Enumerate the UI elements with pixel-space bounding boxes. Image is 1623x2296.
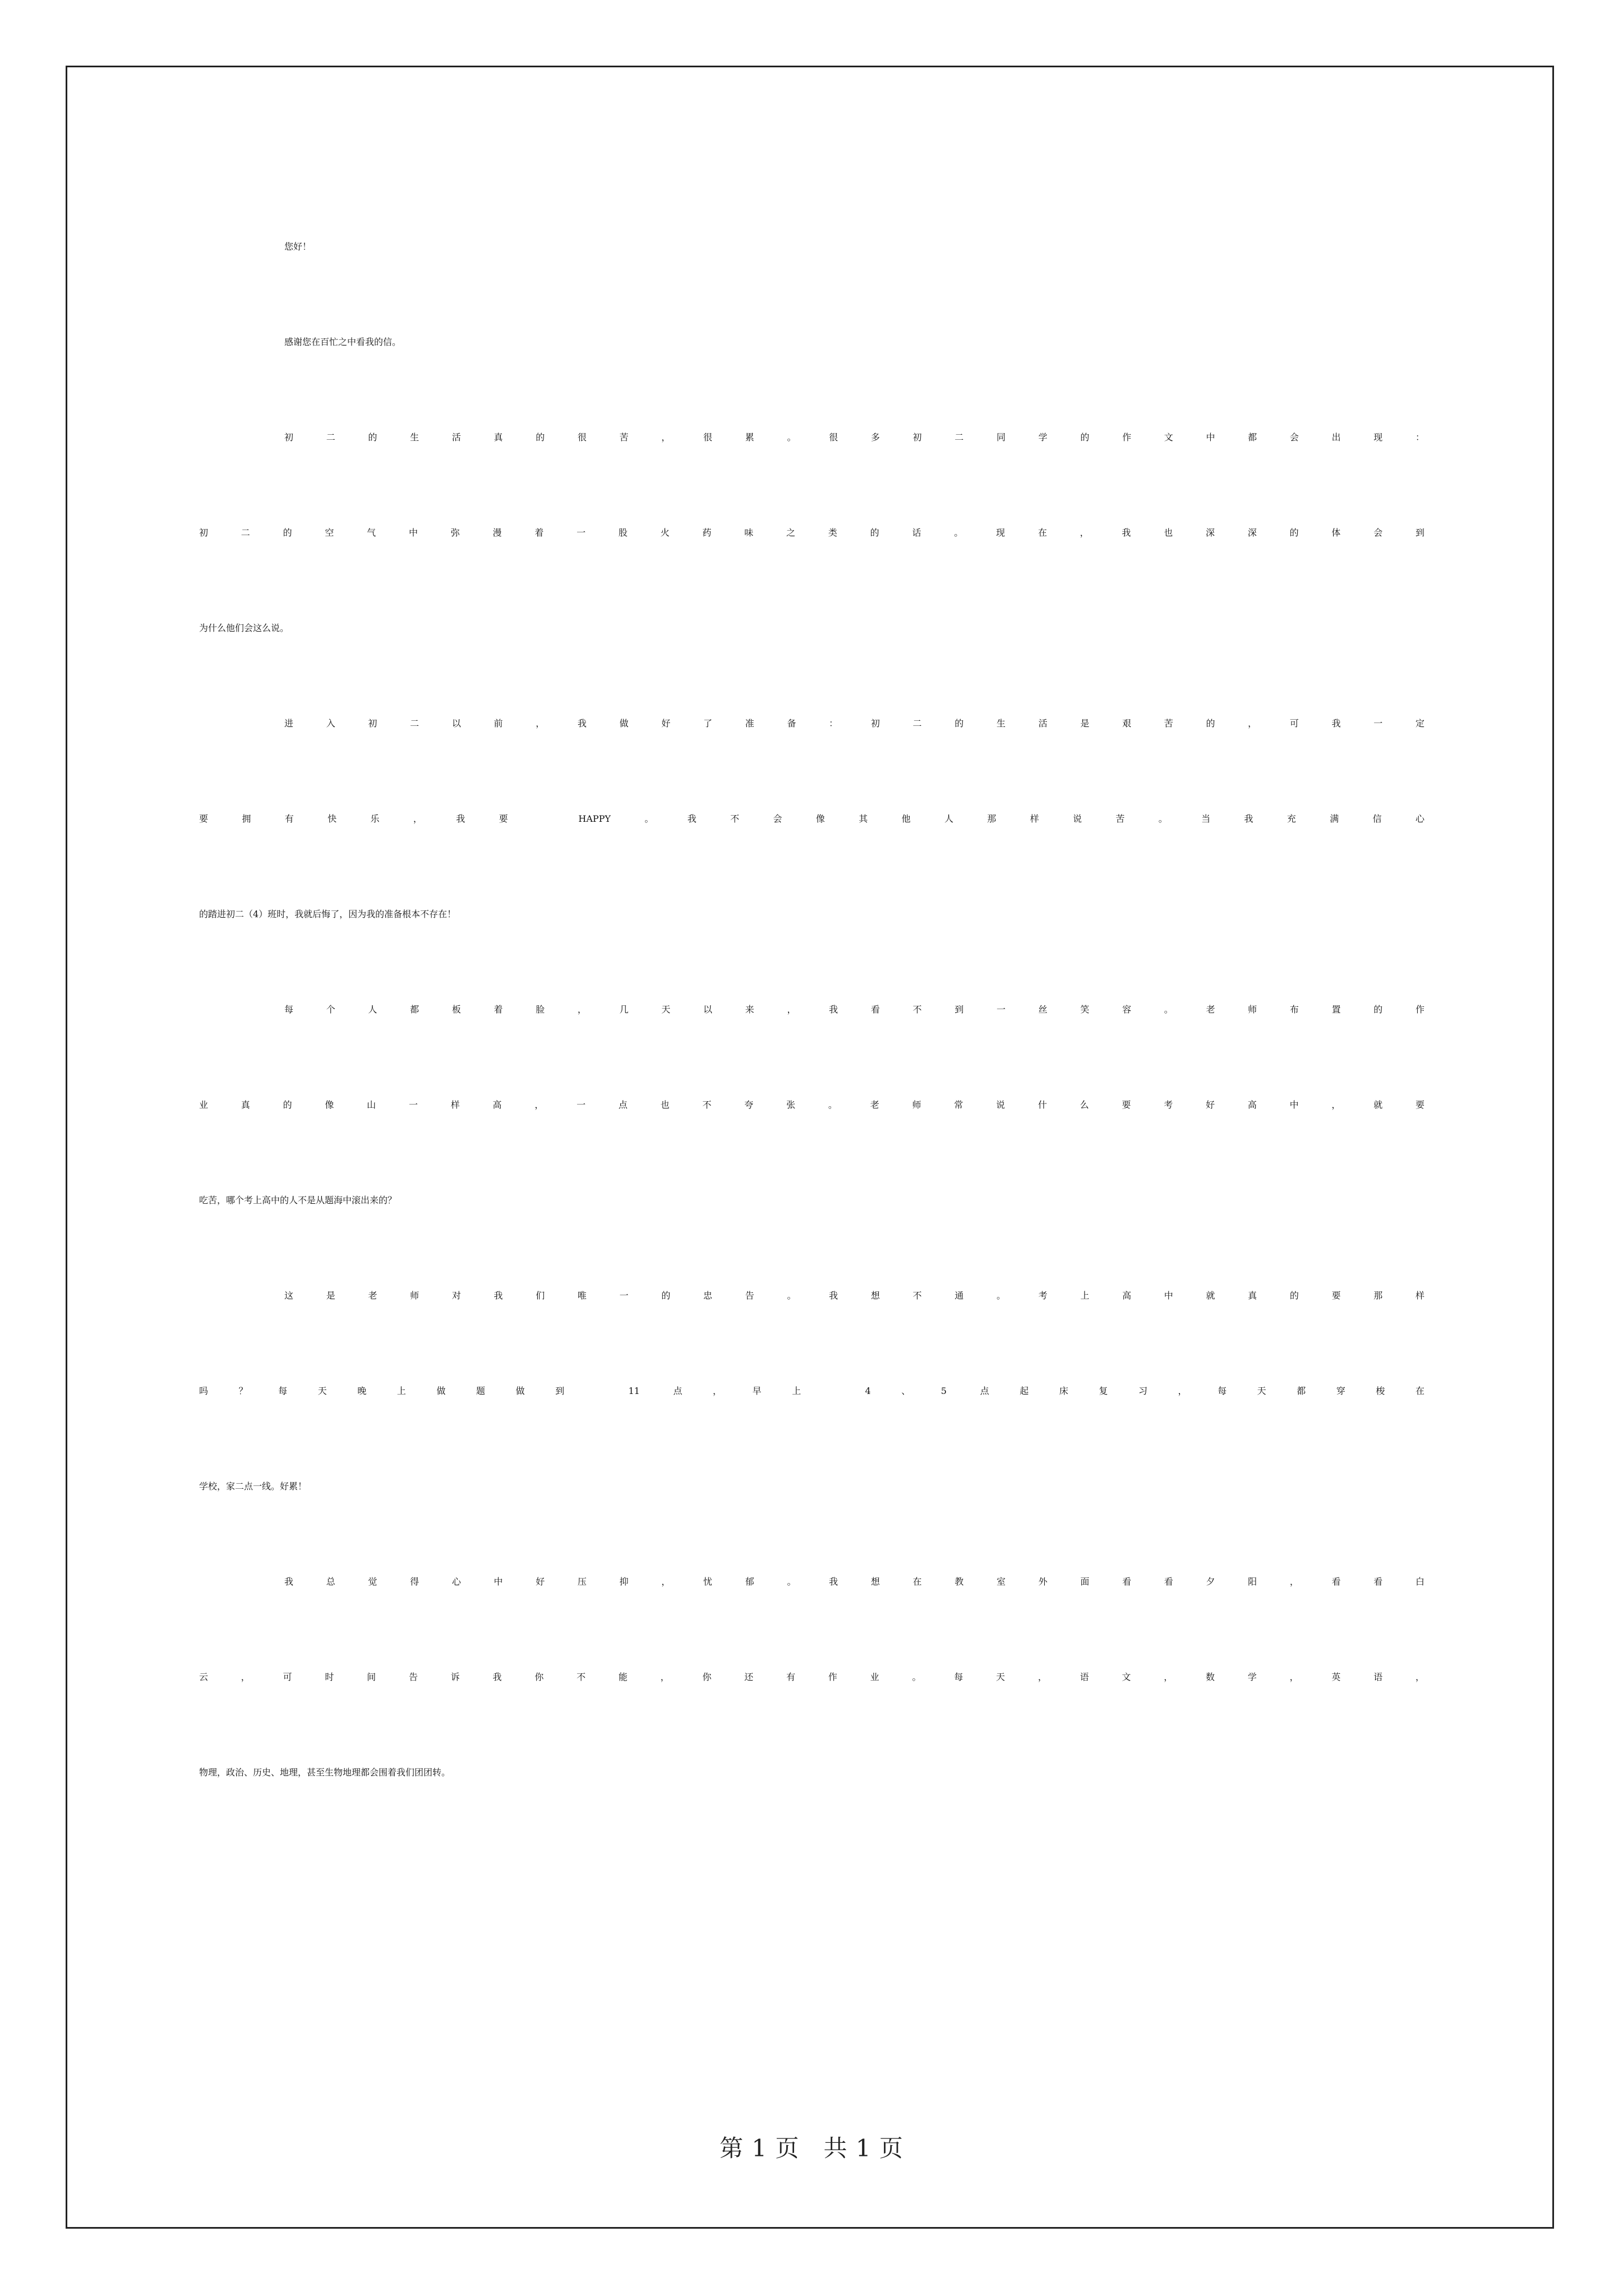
- page-number-footer: 第 1 页 共 1 页: [720, 2134, 903, 2162]
- paragraph-line: 业真的像山一样高，一点也不夸张。老师常说什么要考好高中，就要: [199, 1099, 1424, 1110]
- paragraph-line: 的踏进初二（4）班时，我就后悔了，因为我的准备根本不存在！: [199, 909, 457, 919]
- paragraph-line: 感谢您在百忙之中看我的信。: [284, 337, 402, 347]
- paragraph-line: 您好！: [284, 241, 312, 252]
- paragraph-line: 为什么他们会这么说。: [199, 623, 289, 633]
- paragraph-line: 每个人都板着脸，几天以来，我看不到一丝笑容。老师布置的作: [284, 1004, 1424, 1015]
- paragraph-line: 初二的生活真的很苦，很累。很多初二同学的作文中都会出现：: [284, 432, 1424, 443]
- paragraph-line: 要拥有快乐，我要 HAPPY。我不会像其他人那样说苦。当我充满信心: [199, 813, 1424, 824]
- paragraph-line: 这是老师对我们唯一的忠告。我想不通。考上高中就真的要那样: [284, 1290, 1424, 1301]
- letter-body: [199, 219, 1424, 1840]
- paragraph-line: 学校，家二点一线。好累！: [199, 1481, 307, 1492]
- paragraph-line: 进入初二以前，我做好了准备：初二的生活是艰苦的，可我一定: [284, 718, 1424, 729]
- paragraph-line: 吗？每天晚上做题做到 11 点，早上 4、5 点起床复习，每天都穿梭在: [199, 1386, 1424, 1396]
- paragraph-line: 云，可时间告诉我你不能，你还有作业。每天，语文，数学，英语，: [199, 1672, 1424, 1682]
- paragraph-line: 吃苦，哪个考上高中的人不是从题海中滚出来的？: [199, 1195, 397, 1205]
- paragraph-line: 初二的空气中弥漫着一股火药味之类的话。现在，我也深深的体会到: [199, 527, 1424, 538]
- paragraph-line: 物理，政治、历史、地理，甚至生物地理都会围着我们团团转。: [199, 1767, 451, 1778]
- paragraph-line: 我总觉得心中好压抑，忧郁。我想在教室外面看看夕阳，看看白: [284, 1576, 1424, 1587]
